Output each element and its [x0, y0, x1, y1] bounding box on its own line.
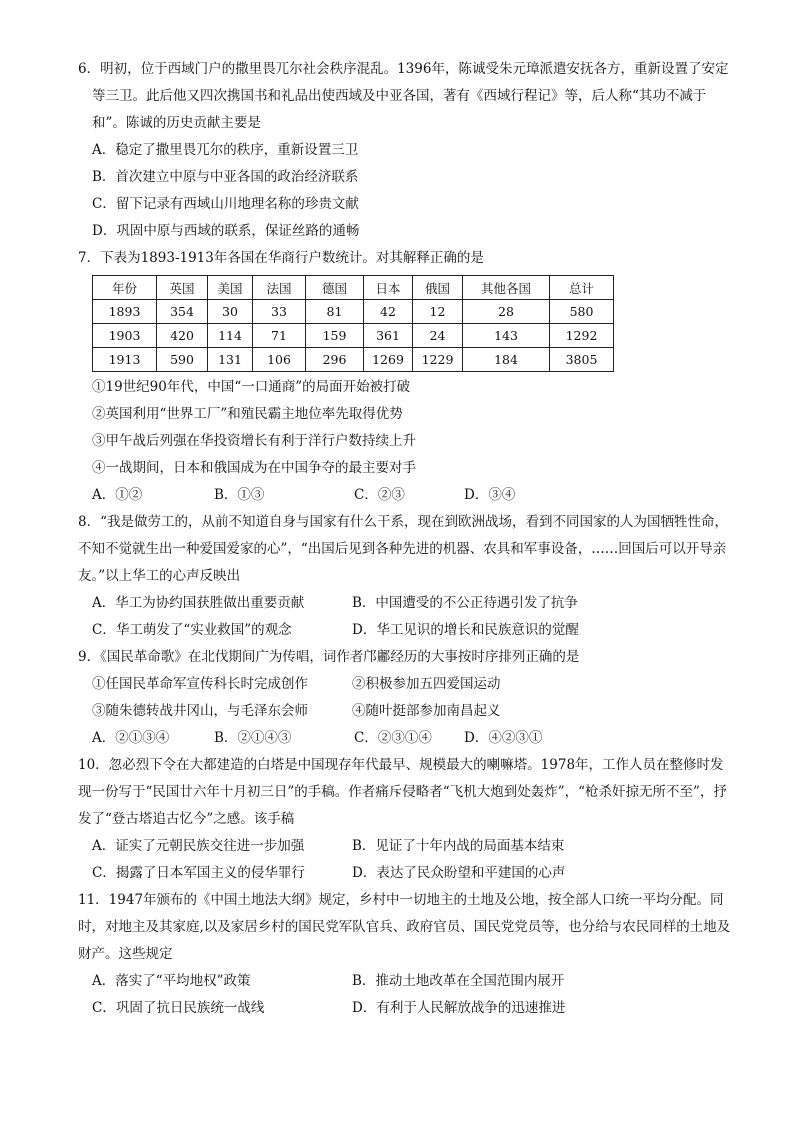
- question-6-option-c: C．留下记录有西域山川地理名称的珍贵文献: [92, 196, 359, 212]
- table-cell: 24: [413, 324, 463, 348]
- table-cell: 354: [157, 300, 208, 324]
- table-cell: 81: [306, 300, 364, 324]
- table-header-cell: 俄国: [413, 276, 463, 300]
- question-8-option-b: B．中国遭受的不公正待遇引发了抗争: [352, 595, 578, 611]
- question-9-options: [92, 725, 732, 752]
- question-8-options-row-1: [92, 590, 732, 617]
- question-7-statement-3: ③甲午战后列强在华投资增长有利于洋行户数持续上升: [92, 433, 416, 449]
- table-cell: 1893: [93, 300, 157, 324]
- question-9-stem: 9．《国民革命歌》在北伐期间广为传唱，词作者邝鄘经历的大事按时序排列正确的是: [78, 649, 580, 665]
- question-8: [78, 509, 732, 644]
- table-header-cell: 日本: [364, 276, 413, 300]
- question-10-option-a: A．证实了元朝民族交往进一步加强: [92, 838, 305, 854]
- table-header-cell: 法国: [253, 276, 306, 300]
- table-header-cell: 德国: [306, 276, 364, 300]
- question-8-options-row-2: [92, 617, 732, 644]
- question-9-statement-2: ②积极参加五四爱国运动: [352, 676, 501, 692]
- question-9-statement-3: ③随朱德转战井冈山，与毛泽东会师: [92, 703, 308, 719]
- table-cell: 296: [306, 348, 364, 372]
- table-cell: 42: [364, 300, 413, 324]
- question-7-statement-2: ②英国利用“世界工厂”和殖民霸主地位率先取得优势: [92, 406, 403, 422]
- table-cell: 159: [306, 324, 364, 348]
- table-cell: 71: [253, 324, 306, 348]
- table-cell: 1292: [550, 324, 614, 348]
- question-10-option-b: B．见证了十年内战的局面基本结束: [352, 838, 565, 854]
- table-cell: 590: [157, 348, 208, 372]
- question-10: [78, 752, 732, 887]
- table-cell: 580: [550, 300, 614, 324]
- question-7-stem: 7．下表为1893-1913年各国在华商行户数统计。对其解释正确的是: [78, 250, 484, 266]
- question-7: [78, 245, 732, 509]
- table-row: [93, 300, 614, 324]
- question-11-option-b: B．推动土地改革在全国范围内展开: [352, 973, 565, 989]
- question-9-option-a: A．②①③④: [92, 730, 170, 746]
- question-9-option-b: B．②①④③: [214, 730, 292, 746]
- question-10-option-c: C．揭露了日本军国主义的侵华罪行: [92, 865, 305, 881]
- question-7-statement-4: ④一战期间，日本和俄国成为在中国争夺的最主要对手: [92, 460, 416, 476]
- table-cell: 1903: [93, 324, 157, 348]
- question-6-option-d: D．巩固中原与西域的联系，保证丝路的通畅: [92, 223, 360, 239]
- table-header-cell: 年份: [93, 276, 157, 300]
- question-9: [78, 644, 732, 752]
- table-cell: 12: [413, 300, 463, 324]
- table-cell: 33: [253, 300, 306, 324]
- table-header-row: [93, 276, 614, 300]
- question-8-stem: 8．“我是做劳工的，从前不知道自身与国家有什么干系，现在到欧洲战场，看到不同国家的人为国牺牲性命，不知不觉就生出一种爱国爱家的心”，“出国后见到各种先进的机器、农具和军事设备，……回国后可以开导亲友。”以上华工的心声反映出: [78, 514, 728, 584]
- question-6-stem: 6．明初，位于西域门户的撒里畏兀尔社会秩序混乱。1396年，陈诚受朱元璋派遣安抚各方，重新设置了安定等三卫。此后他又四次携国书和礼品出使西域及中亚各国，著有《西域行程记》等，后人称“其功不减于和”。陈诚的历史贡献主要是: [78, 61, 729, 131]
- table-cell: 106: [253, 348, 306, 372]
- question-8-option-d: D．华工见识的增长和民族意识的觉醒: [352, 622, 579, 638]
- question-8-option-a: A．华工为协约国获胜做出重要贡献: [92, 595, 305, 611]
- question-7-table: [92, 275, 614, 372]
- table-cell: 143: [463, 324, 550, 348]
- question-11-option-d: D．有利于人民解放战争的迅速推进: [352, 1000, 566, 1016]
- question-8-option-c: C．华工萌发了“实业救国”的观念: [92, 622, 292, 638]
- exam-page: [78, 56, 732, 1022]
- table-header-cell: 英国: [157, 276, 208, 300]
- question-11-options-row-1: [92, 968, 732, 995]
- table-cell: 420: [157, 324, 208, 348]
- table-cell: 30: [208, 300, 253, 324]
- table-cell: 1269: [364, 348, 413, 372]
- question-7-option-c: C．②③: [354, 487, 405, 503]
- question-9-statements-row-2: [92, 698, 732, 725]
- table-header-cell: 其他各国: [463, 276, 550, 300]
- table-cell: 1229: [413, 348, 463, 372]
- question-6-option-a: A．稳定了撒里畏兀尔的秩序，重新设置三卫: [92, 142, 359, 158]
- question-7-statement-1: ①19世纪90年代，中国“一口通商”的局面开始被打破: [92, 379, 411, 395]
- question-10-options-row-1: [92, 833, 732, 860]
- question-10-option-d: D．表达了民众盼望和平建国的心声: [352, 865, 566, 881]
- question-11: [78, 887, 732, 1022]
- question-11-option-a: A．落实了“平均地权”政策: [92, 973, 251, 989]
- question-9-option-d: D．④②③①: [464, 730, 543, 746]
- table-row: [93, 324, 614, 348]
- table-cell: 184: [463, 348, 550, 372]
- question-7-option-a: A．①②: [92, 487, 143, 503]
- question-9-statement-1: ①任国民革命军宣传科长时完成创作: [92, 676, 308, 692]
- table-cell: 1913: [93, 348, 157, 372]
- table-header-cell: 总计: [550, 276, 614, 300]
- question-11-option-c: C．巩固了抗日民族统一战线: [92, 1000, 265, 1016]
- question-9-statement-4: ④随叶挺部参加南昌起义: [352, 703, 501, 719]
- question-11-stem: 11．1947年颁布的《中国土地法大纲》规定，乡村中一切地主的土地及公地，按全部人口统一平均分配。同时，对地主及其家庭,以及家居乡村的国民党军队官兵、政府官员、国民党党员等，也分给与农民同样的土地及财产。这些规定: [78, 892, 731, 962]
- question-11-options-row-2: [92, 995, 732, 1022]
- table-cell: 114: [208, 324, 253, 348]
- question-10-stem: 10．忽必烈下令在大都建造的白塔是中国现存年代最早、规模最大的喇嘛塔。1978年，工作人员在整修时发现一份写于“民国廿六年十月初三日”的手稿。作者痛斥侵略者“飞机大炮到处轰炸”，“枪杀奸掠无所不至”，抒发了“登古塔追古忆今”之感。该手稿: [78, 757, 727, 827]
- table-cell: 28: [463, 300, 550, 324]
- table-cell: 3805: [550, 348, 614, 372]
- question-6: [78, 56, 732, 245]
- table-cell: 361: [364, 324, 413, 348]
- question-9-statements-row-1: [92, 671, 732, 698]
- table-row: [93, 348, 614, 372]
- table-header-cell: 美国: [208, 276, 253, 300]
- question-10-options-row-2: [92, 860, 732, 887]
- question-7-options: [92, 482, 732, 509]
- question-9-option-c: C．②③①④: [354, 730, 432, 746]
- question-7-option-d: D．③④: [464, 487, 516, 503]
- question-6-option-b: B．首次建立中原与中亚各国的政治经济联系: [92, 169, 359, 185]
- table-cell: 131: [208, 348, 253, 372]
- question-7-option-b: B．①③: [214, 487, 265, 503]
